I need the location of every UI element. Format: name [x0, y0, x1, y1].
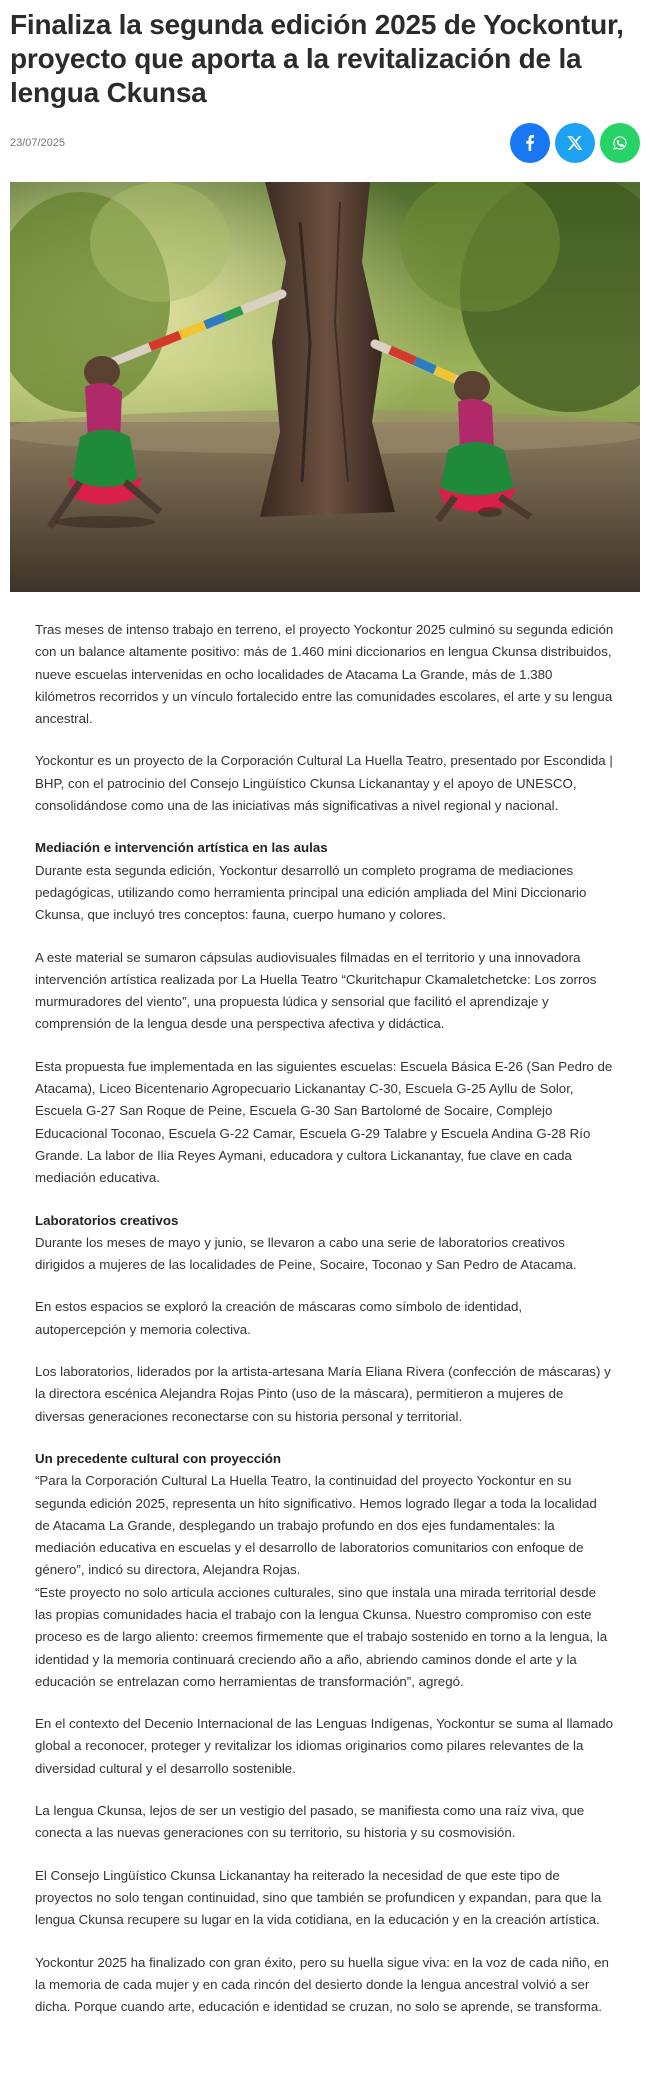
x-icon — [567, 135, 583, 151]
article-meta — [10, 122, 640, 164]
publish-date: 23/07/2025 — [10, 137, 66, 149]
hero-image — [10, 182, 640, 592]
paragraph: Esta propuesta fue implementada en las siguientes escuelas: Escuela Básica E-26 (San Pedro de Atacama), Liceo Bicentenario Agropecuario Lickanantay C-30, Escuela G-25 Ayllu de Solor, Escuela G-27 San Roque de Peine, Escuela G-30 San Bartolomé de Socaire, Complejo Educacional Toconao, Escuela G-22 Camar, Escuela G-29 Talabre y Escuela Andina G-28 Río Grande. La labor de Ilia Reyes Aymani, educadora y cultora Lickanantay, fue clave en cada mediación educativa. — [35, 1058, 613, 1186]
paragraph: A este material se sumaron cápsulas audiovisuales filmadas en el territorio y una innovadora intervención artística realizada por La Huella Teatro “Ckuritchapur Ckamaletchetcke: Los zorros murmuradores del viento”, una propuesta lúdica y sensorial que facilitó el aprendizaje y comprensión de la lengua desde una perspectiva afectiva y didáctica. — [35, 949, 597, 1032]
share-facebook-button[interactable] — [510, 123, 550, 163]
paragraph: Durante los meses de mayo y junio, se llevaron a cabo una serie de laboratorios creativos dirigidos a mujeres de las localidades de Peine, Socaire, Toconao y San Pedro de Atacama. — [35, 1234, 577, 1273]
share-whatsapp-button[interactable] — [600, 123, 640, 163]
section-heading: Mediación e intervención artística en las aulas — [35, 840, 328, 856]
paragraph: Los laboratorios, liderados por la artista-artesana María Eliana Rivera (confección de máscaras) y la directora escénica Alejandra Rojas Pinto (uso de la máscara), permitieron a mujeres de diversas generaciones reconectarse con su historia personal y territorial. — [35, 1364, 611, 1424]
share-buttons — [510, 123, 640, 163]
article-title: Finaliza la segunda edición 2025 de Yockontur, proyecto que aporta a la revitalización de la lengua Ckunsa — [10, 9, 624, 108]
paragraph: Durante esta segunda edición, Yockontur desarrolló un completo programa de mediaciones pedagógicas, utilizando como herramienta principal una edición ampliada del Mini Diccionario Ckunsa, que incluyó tres conceptos: fauna, cuerpo humano y colores. — [35, 862, 587, 923]
section-heading: Un precedente cultural con proyección — [35, 1450, 282, 1466]
paragraph: En estos espacios se exploró la creación de máscaras como símbolo de identidad, autopercepción y memoria colectiva. — [35, 1299, 523, 1337]
paragraph: La lengua Ckunsa, lejos de ser un vestigio del pasado, se manifiesta como una raíz viva, que conecta a las nuevas generaciones con su territorio, su historia y su cosmovisión. — [35, 1803, 585, 1841]
whatsapp-icon — [612, 135, 628, 151]
paragraph: El Consejo Lingüístico Ckunsa Lickanantay ha reiterado la necesidad de que este tipo de proyectos no solo tengan continuidad, sino que también se profundicen y expandan, para que la lengua Ckunsa recupere su lugar en la vida cotidiana, en la educación y en la creación artística. — [35, 1867, 602, 1928]
article-body — [10, 619, 640, 2018]
paragraph: En el contexto del Decenio Internacional de las Lenguas Indígenas, Yockontur se suma al llamado global a reconocer, proteger y revitalizar los idiomas originarios como pilares relevantes de la diversidad cultural y el desarrollo sostenible. — [35, 1716, 614, 1776]
paragraph: Tras meses de intenso trabajo en terreno, el proyecto Yockontur 2025 culminó su segunda edición con un balance altamente positivo: más de 1.460 mini diccionarios en lengua Ckunsa distribuidos, nueve escuelas intervenidas en ocho localidades de Atacama La Grande, más de 1.380 kilómetros recorridos y un vínculo fortalecido entre las comunidades escolares, el arte y su lengua ancestral. — [35, 622, 614, 727]
share-x-button[interactable] — [555, 123, 595, 163]
facebook-icon — [522, 135, 538, 151]
hero-photo-illustration — [10, 182, 640, 592]
quote-paragraph: “Este proyecto no solo articula acciones culturales, sino que instala una mirada territorial desde las propias comunidades hacia el trabajo con la lengua Ckunsa. Nuestro compromiso con este proceso es de largo aliento: creemos firmemente que el trabajo sostenido en torno a la lengua, la identidad y la memoria continuará creciendo año a año, abriendo caminos donde el arte y la educación se entrelazan como herramientas de transformación”, agregó. — [35, 1584, 608, 1689]
section-heading: Laboratorios creativos — [35, 1212, 179, 1228]
paragraph: Yockontur 2025 ha finalizado con gran éxito, pero su huella sigue viva: en la voz de cada niño, en la memoria de cada mujer y en cada rincón del desierto donde la lengua ancestral volvió a ser dicha. Porque cuando arte, educación e identidad se cruzan, no solo se aprende, se transforma. — [35, 1954, 609, 2015]
paragraph: Yockontur es un proyecto de la Corporación Cultural La Huella Teatro, presentado por Escondida | BHP, con el patrocinio del Consejo Lingüístico Ckunsa Lickanantay y el apoyo de UNESCO, consolidándose como una de las iniciativas más significativas a nivel regional y nacional. — [35, 753, 613, 814]
quote-paragraph: “Para la Corporación Cultural La Huella Teatro, la continuidad del proyecto Yockontur en su segunda edición 2025, representa un hito significativo. Hemos logrado llegar a toda la localidad de Atacama La Grande, desplegando un trabajo profundo en dos ejes fundamentales: la mediación educativa en escuelas y el desarrollo de laboratorios comunitarios con enfoque de género”, indicó su directora, Alejandra Rojas. — [35, 1473, 597, 1578]
